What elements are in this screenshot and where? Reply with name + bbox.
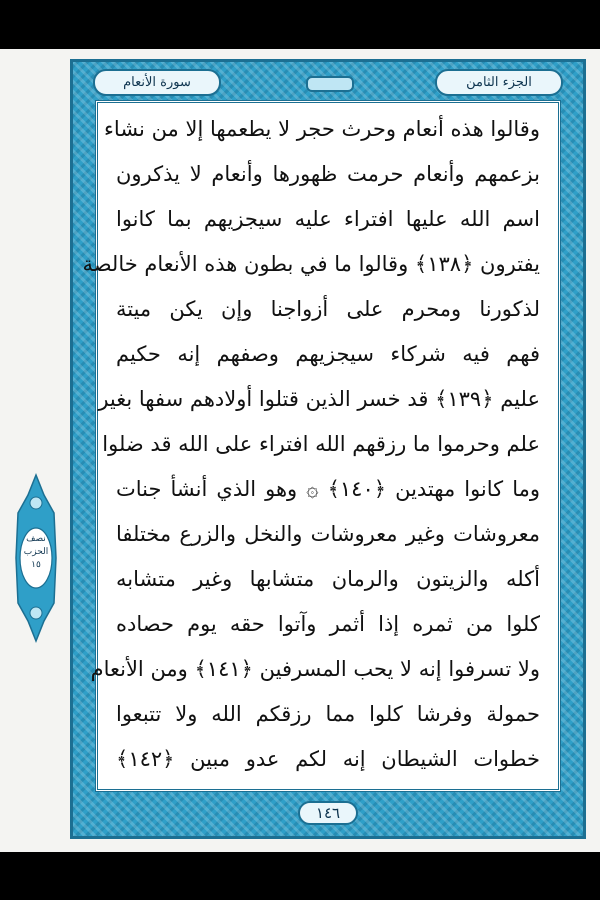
verse-line-12: كلوا من ثمره إذا أثمر وآتوا حقه يوم حصاده bbox=[116, 612, 540, 636]
verse-line-11: أكله والزيتون والرمان متشابها وغير متشابه bbox=[116, 567, 540, 591]
verse-line-10: معروشات وغير معروشات والنخل والزرع مختلفا bbox=[116, 522, 540, 546]
header-ornament bbox=[306, 76, 354, 92]
verse-line-4: يفترون ﴿١٣٨﴾ وقالوا ما في بطون هذه الأنعام خالصة bbox=[82, 252, 540, 276]
verse-line-14: حمولة وفرشا كلوا مما رزقكم الله ولا تتبعوا bbox=[116, 702, 540, 726]
hizb-number: ١٥ bbox=[31, 560, 41, 570]
mushaf-page bbox=[0, 49, 600, 852]
hizb-word: الحزب bbox=[23, 547, 49, 557]
verse-line-6: فهم فيه شركاء سيجزيهم وصفهم إنه حكيم bbox=[116, 342, 540, 366]
juz-title: الجزء الثامن bbox=[435, 69, 563, 96]
verse-line-9: وما كانوا مهتدين ﴿١٤٠﴾ ۞ وهو الذي أنشأ جنات bbox=[116, 477, 540, 501]
verse-line-1: وقالوا هذه أنعام وحرث حجر لا يطعمها إلا من نشاء bbox=[104, 117, 540, 141]
verse-line-8: علم وحرموا ما رزقهم الله افتراء على الله قد ضلوا bbox=[102, 432, 540, 456]
surah-title: سورة الأنعام bbox=[93, 69, 221, 96]
hizb-fraction: نصف bbox=[26, 534, 46, 544]
verse-line-3: اسم الله عليها افتراء عليه سيجزيهم بما كانوا bbox=[116, 207, 540, 231]
verse-line-5: لذكورنا ومحرم على أزواجنا وإن يكن ميتة bbox=[116, 297, 540, 321]
verse-line-2: بزعمهم وأنعام حرمت ظهورها وأنعام لا يذكرون bbox=[116, 162, 540, 186]
verse-text-panel bbox=[82, 100, 561, 792]
verse-line-7: عليم ﴿١٣٩﴾ قد خسر الذين قتلوا أولادهم سفها بغير bbox=[98, 387, 540, 411]
hizb-label bbox=[14, 533, 58, 572]
verse-line-13: ولا تسرفوا إنه لا يحب المسرفين ﴿١٤١﴾ ومن الأنعام bbox=[90, 657, 540, 681]
hizb-marker bbox=[14, 473, 58, 643]
verse-line-15: خطوات الشيطان إنه لكم عدو مبين ﴿١٤٢﴾ bbox=[116, 747, 540, 771]
ornamental-frame bbox=[70, 59, 586, 839]
page-number: ١٤٦ bbox=[298, 801, 358, 825]
